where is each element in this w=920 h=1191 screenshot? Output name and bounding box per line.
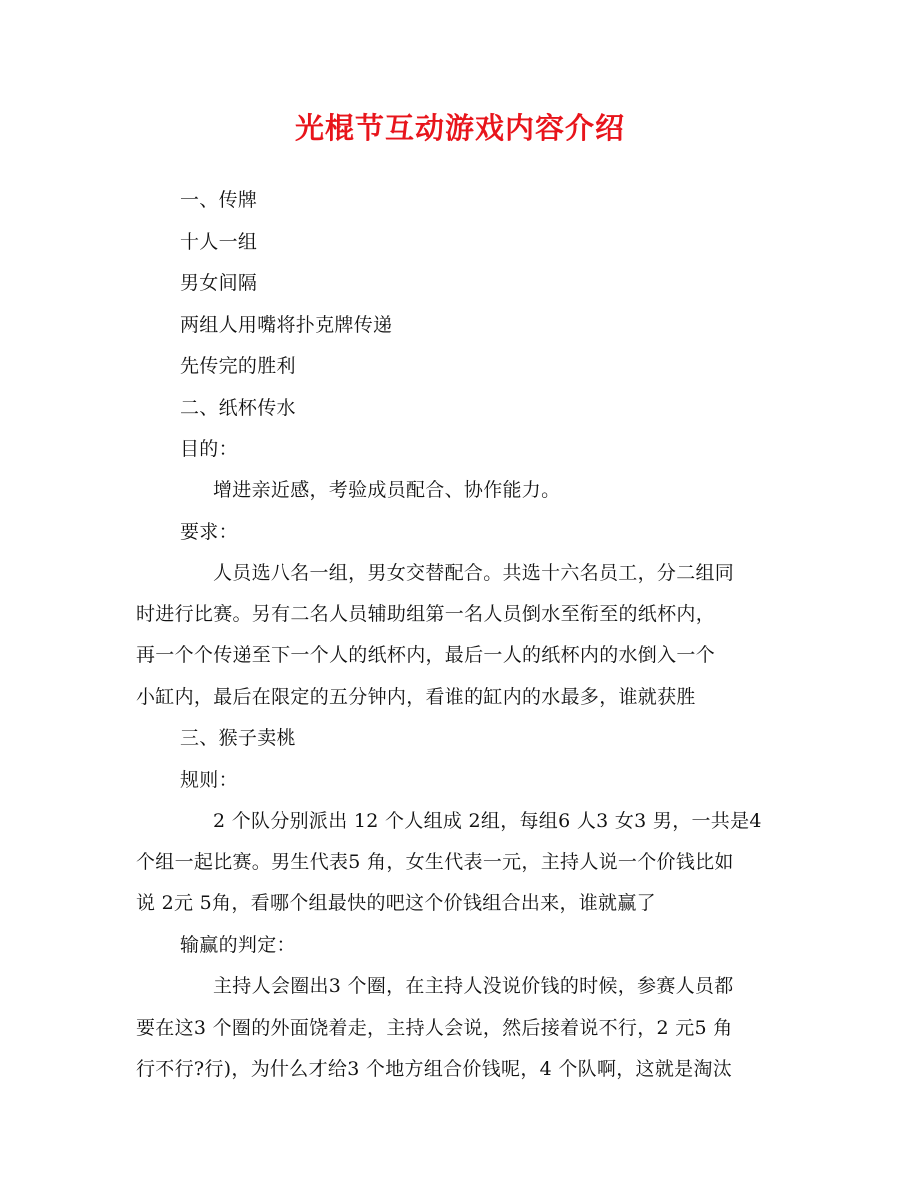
paragraph-line: 2 个队分别派出 12 个人组成 2组，每组6 人3 女3 男，一共是4 (213, 810, 762, 832)
paragraph-line: 主持人会圈出3 个圈，在主持人没说价钱的时候，参赛人员都 (213, 975, 734, 997)
paragraph-line: 个组一起比赛。男生代表5 角，女生代表一元，主持人说一个价钱比如 (136, 851, 734, 873)
paragraph-line: 要在这3 个圈的外面饶着走，主持人会说，然后接着说不行，2 元5 角 (136, 1017, 733, 1039)
text-line: 男女间隔 (180, 272, 258, 294)
text-line: 增进亲近感，考验成员配合、协作能力。 (213, 479, 561, 501)
paragraph-line: 再一个个传递至下一个人的纸杯内，最后一人的纸杯内的水倒入一个 (136, 644, 716, 666)
section-heading-2: 二、纸杯传水 (180, 397, 296, 419)
text-line: 十人一组 (180, 231, 258, 253)
page-title: 光棍节互动游戏内容介绍 (294, 111, 625, 145)
paragraph-line: 行不行?行)，为什么才给3 个地方组合价钱呢，4 个队啊，这就是淘汰 (136, 1058, 733, 1080)
paragraph-line: 说 2元 5角，看哪个组最快的吧这个价钱组合出来，谁就赢了 (136, 892, 656, 914)
section-heading-3: 三、猴子卖桃 (180, 727, 296, 749)
paragraph-line: 小缸内，最后在限定的五分钟内，看谁的缸内的水最多，谁就获胜 (136, 686, 696, 708)
subheading-purpose: 目的： (180, 438, 238, 460)
paragraph-line: 时进行比赛。另有二名人员辅助组第一名人员倒水至衔至的纸杯内， (136, 603, 716, 625)
section-heading-1: 一、传牌 (180, 189, 258, 211)
text-line: 两组人用嘴将扑克牌传递 (180, 314, 393, 336)
subheading-rules: 规则： (180, 769, 238, 791)
paragraph-line: 人员选八名一组，男女交替配合。共选十六名员工，分二组同 (213, 562, 735, 584)
subheading-requirements: 要求： (180, 521, 238, 543)
text-line: 先传完的胜利 (180, 355, 296, 377)
subheading-judging: 输赢的判定： (180, 934, 296, 956)
